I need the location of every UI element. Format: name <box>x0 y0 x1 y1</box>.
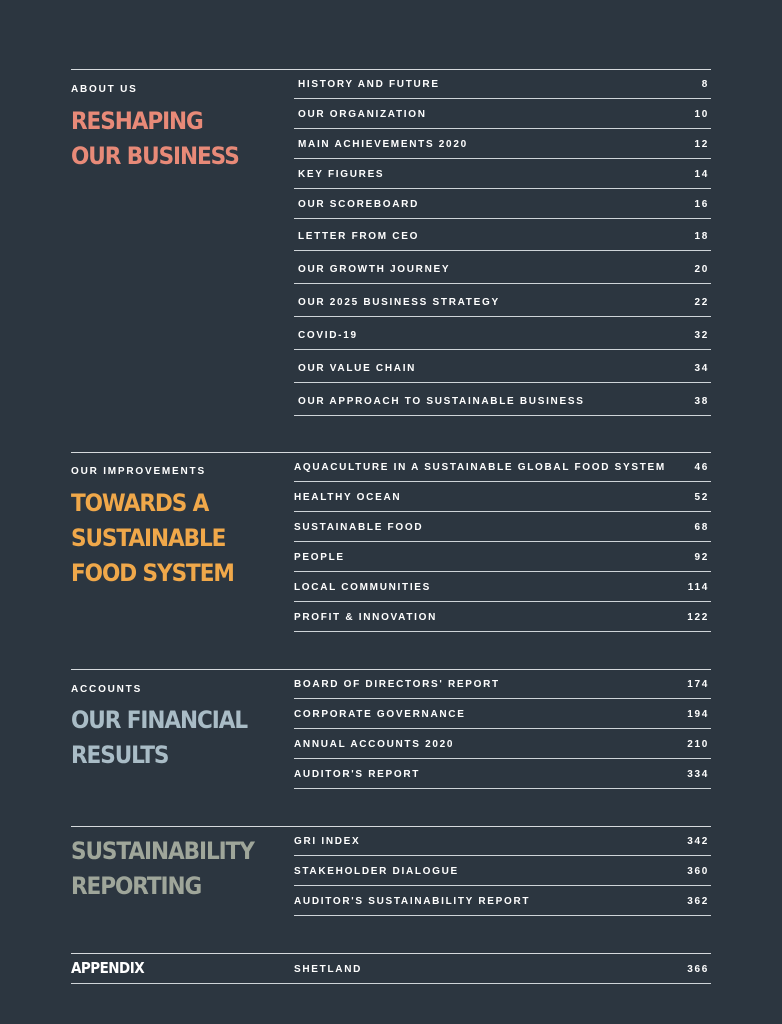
toc-label: OUR ORGANIZATION <box>298 109 427 120</box>
toc-label: STAKEHOLDER DIALOGUE <box>294 866 459 877</box>
toc-page-number: 22 <box>694 297 709 308</box>
toc-page-number: 52 <box>694 492 709 503</box>
toc-row[interactable] <box>294 699 711 729</box>
section-heading <box>71 104 260 174</box>
toc-row[interactable] <box>294 284 711 317</box>
toc-row[interactable] <box>294 512 711 542</box>
toc-label: LOCAL COMMUNITIES <box>294 582 432 593</box>
appendix-bottom-divider <box>71 983 711 984</box>
toc-label: CORPORATE GOVERNANCE <box>294 709 466 720</box>
toc-label: PEOPLE <box>294 552 345 563</box>
heading-line: TOWARDS A <box>71 489 209 517</box>
toc-page-number: 8 <box>701 79 709 90</box>
toc-row[interactable] <box>294 350 711 383</box>
toc-page-number: 18 <box>694 231 709 242</box>
toc-label: OUR GROWTH JOURNEY <box>298 264 451 275</box>
toc-label: AUDITOR'S REPORT <box>294 769 421 780</box>
toc-page-number: 174 <box>687 679 709 690</box>
toc-page-number: 32 <box>694 330 709 341</box>
section-heading <box>71 703 260 773</box>
toc-page-number: 194 <box>687 709 709 720</box>
toc-page-number: 114 <box>687 582 709 593</box>
section-heading <box>71 834 260 904</box>
heading-line: RESULTS <box>71 741 169 769</box>
toc-page-number: 122 <box>687 612 709 623</box>
section-kicker: OUR IMPROVEMENTS <box>71 466 206 477</box>
toc-label: AUDITOR'S SUSTAINABILITY REPORT <box>294 896 531 907</box>
toc-row[interactable] <box>294 729 711 759</box>
toc-page-number: 34 <box>694 363 709 374</box>
toc-label: OUR APPROACH TO SUSTAINABLE BUSINESS <box>298 396 585 407</box>
toc-page-number: 92 <box>694 552 709 563</box>
toc-row[interactable] <box>294 669 711 699</box>
toc-label: OUR VALUE CHAIN <box>298 363 417 374</box>
toc-row[interactable] <box>294 602 711 632</box>
toc-row[interactable] <box>294 69 711 99</box>
toc-label: PROFIT & INNOVATION <box>294 612 438 623</box>
toc-label: OUR SCOREBOARD <box>298 199 420 210</box>
toc-page-number: 360 <box>687 866 709 877</box>
toc-row[interactable] <box>294 219 711 251</box>
toc-page-number: 14 <box>694 169 709 180</box>
toc-page-number: 16 <box>694 199 709 210</box>
toc-label: SHETLAND <box>294 964 363 975</box>
toc-label: HEALTHY OCEAN <box>294 492 402 503</box>
heading-line: OUR FINANCIAL <box>71 706 248 734</box>
toc-row[interactable] <box>294 189 711 219</box>
toc-label: AQUACULTURE IN A SUSTAINABLE GLOBAL FOOD SYSTEM <box>294 462 666 473</box>
toc-label: COVID-19 <box>298 330 358 341</box>
toc-page-number: 334 <box>687 769 709 780</box>
heading-line: SUSTAINABLE <box>71 524 226 552</box>
toc-row[interactable] <box>294 886 711 916</box>
toc-page-number: 342 <box>687 836 709 847</box>
toc-row[interactable] <box>294 542 711 572</box>
toc-page-number: 12 <box>694 139 709 150</box>
section-kicker: ACCOUNTS <box>71 684 143 695</box>
heading-line: RESHAPING <box>71 107 203 135</box>
toc-label: SUSTAINABLE FOOD <box>294 522 424 533</box>
section-kicker: ABOUT US <box>71 84 138 95</box>
toc-label: MAIN ACHIEVEMENTS 2020 <box>298 139 468 150</box>
toc-page-number: 10 <box>694 109 709 120</box>
toc-row[interactable] <box>294 251 711 284</box>
toc-page-number: 366 <box>687 964 709 975</box>
toc-page-number: 210 <box>687 739 709 750</box>
toc-row[interactable] <box>294 572 711 602</box>
toc-row[interactable] <box>294 159 711 189</box>
toc-page-number: 38 <box>694 396 709 407</box>
heading-line: REPORTING <box>71 872 202 900</box>
toc-row[interactable] <box>294 482 711 512</box>
toc-label: OUR 2025 BUSINESS STRATEGY <box>298 297 500 308</box>
heading-line: FOOD SYSTEM <box>71 559 234 587</box>
section-heading <box>71 486 260 591</box>
toc-row[interactable] <box>294 317 711 350</box>
toc-row[interactable] <box>294 99 711 129</box>
appendix-title: APPENDIX <box>71 959 145 977</box>
heading-line: SUSTAINABILITY <box>71 837 254 865</box>
toc-page-number: 68 <box>694 522 709 533</box>
toc-row[interactable] <box>294 452 711 482</box>
toc-page-number: 20 <box>694 264 709 275</box>
toc-row[interactable] <box>294 129 711 159</box>
toc-label: KEY FIGURES <box>298 169 385 180</box>
toc-row[interactable] <box>294 383 711 416</box>
toc-label: BOARD OF DIRECTORS' REPORT <box>294 679 500 690</box>
toc-row[interactable] <box>294 826 711 856</box>
toc-page-number: 46 <box>694 462 709 473</box>
toc-label: ANNUAL ACCOUNTS 2020 <box>294 739 455 750</box>
toc-label: HISTORY AND FUTURE <box>298 79 440 90</box>
heading-line: OUR BUSINESS <box>71 142 239 170</box>
toc-row[interactable] <box>294 856 711 886</box>
toc-row[interactable] <box>294 953 711 984</box>
toc-page-number: 362 <box>687 896 709 907</box>
toc-label: LETTER FROM CEO <box>298 231 420 242</box>
toc-label: GRI INDEX <box>294 836 361 847</box>
toc-row[interactable] <box>294 759 711 789</box>
